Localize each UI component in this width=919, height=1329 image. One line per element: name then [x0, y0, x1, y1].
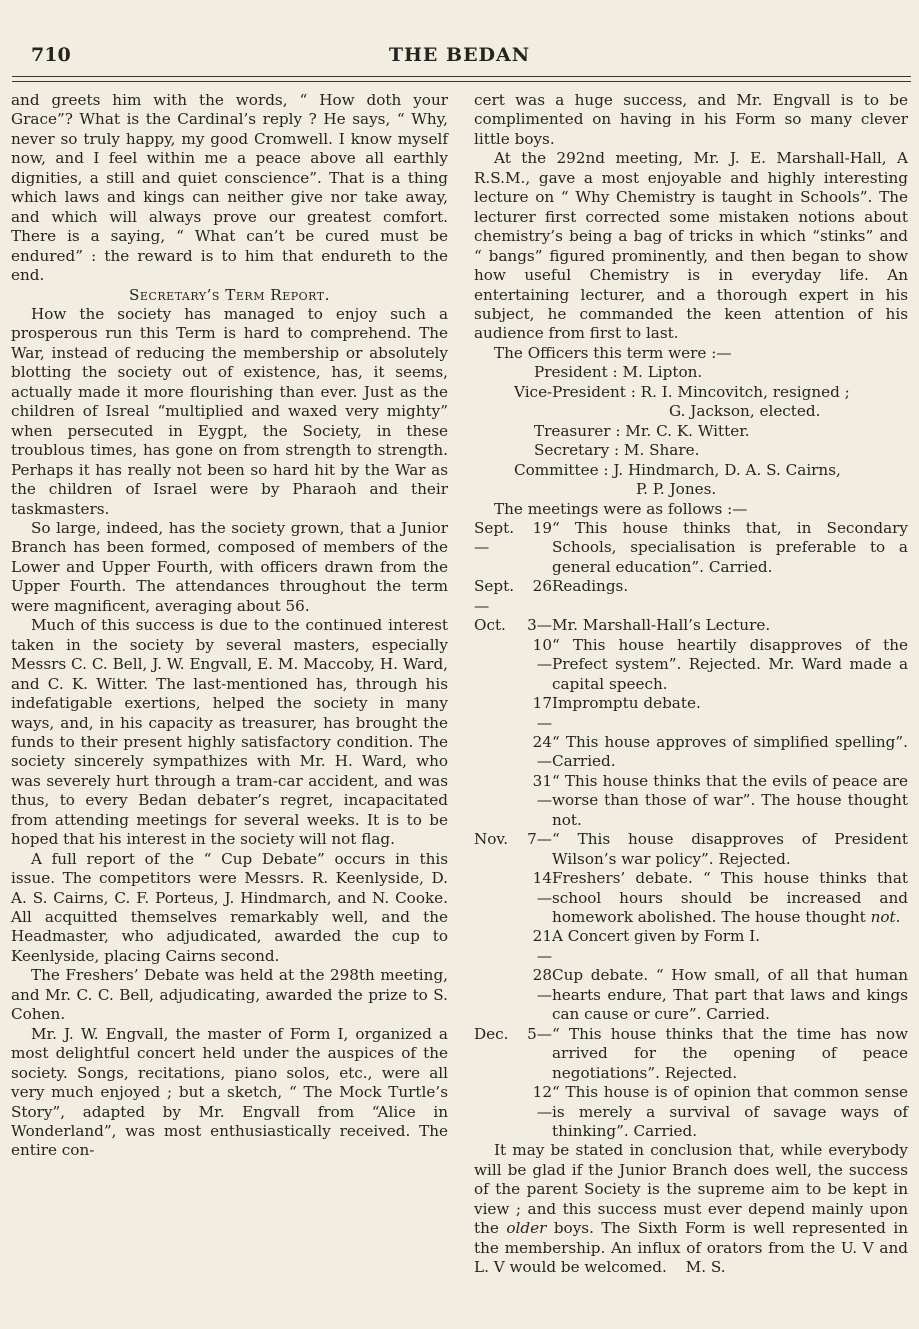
- paragraph: The Freshers’ Debate was held at the 298th meeting, and Mr. C. C. Bell, adjudicating, awarded the prize to S. Cohen.: [11, 966, 448, 1024]
- meeting-entry: [474, 869, 908, 927]
- meeting-date: Sept. 19—: [474, 518, 552, 557]
- meeting-entry: [474, 1025, 908, 1083]
- meeting-text: Impromptu debate.: [552, 694, 701, 713]
- meeting-entry: [474, 966, 908, 1024]
- meeting-day: 28—: [532, 966, 552, 1004]
- meeting-entry: [474, 616, 908, 635]
- meeting-text: A Concert given by Form I.: [552, 927, 761, 946]
- meeting-text-emphasis: not.: [870, 908, 901, 927]
- meeting-day: 14—: [532, 869, 552, 907]
- meeting-entry: [474, 927, 908, 966]
- page-header: [0, 40, 919, 74]
- meeting-text: [552, 869, 908, 927]
- meeting-text: “ This house heartily disapproves of the Prefect system”. Rejected. Mr. Ward made a capital speech.: [552, 635, 908, 693]
- meeting-text: “ This house is of opinion that common sense is merely a survival of savage ways of thinking”. Carried.: [552, 1083, 908, 1141]
- officer-vice-president: [474, 383, 908, 422]
- meeting-entry: [474, 694, 908, 733]
- meeting-month: Nov.: [474, 830, 509, 849]
- signature: M. S.: [685, 1258, 726, 1277]
- meeting-entry: [474, 636, 908, 694]
- meeting-text-main: Freshers’ debate. “ This house thinks that school hours should be increased and homework abolished. The house thought: [552, 869, 908, 927]
- officer-treasurer: Treasurer : Mr. C. K. Witter.: [534, 421, 750, 440]
- meeting-text: Cup debate. “ How small, of all that human hearts endure, That part that laws and kings can cause or cure”. Carried.: [552, 966, 908, 1024]
- closing-emphasis: older: [506, 1219, 547, 1238]
- meeting-text: “ This house thinks that the evils of peace are worse than those of war”. The house thought not.: [552, 771, 908, 829]
- meeting-text: “ This house thinks that the time has now arrived for the opening of peace negotiations”. Rejected.: [552, 1024, 908, 1082]
- paragraph: and greets him with the words, “ How doth your Grace”? What is the Cardinal’s reply ? He says, “ Why, never so truly happy, my good Cromwell. I know myself now, and I feel within me a peace above all earthly dignities, a still and quiet conscience”. That is a thing which laws and kings can neither give nor take away, and which will always prove our greatest comfort. There is a saying, “ What can’t be cured must be endured” : the reward is to him that endureth to the end.: [11, 91, 448, 285]
- right-column: [474, 91, 908, 1278]
- section-heading: Secretary’s Term Report.: [129, 285, 330, 304]
- meeting-day: 3—: [527, 616, 552, 635]
- meeting-day: 24—: [532, 732, 552, 771]
- meeting-text: Mr. Marshall-Hall’s Lecture.: [552, 616, 771, 635]
- meeting-date: Sept. 26—: [474, 577, 552, 615]
- meeting-day: 5—: [527, 1024, 552, 1043]
- officer-committee: [474, 461, 908, 500]
- meeting-text: “ This house disapproves of President Wilson’s war policy”. Rejected.: [552, 830, 908, 868]
- meeting-entry: [474, 830, 908, 869]
- meeting-entry: [474, 733, 908, 772]
- meetings-intro: The meetings were as follows :—: [494, 499, 748, 518]
- meeting-month: Oct.: [474, 616, 506, 635]
- officer-vice-line2: G. Jackson, elected.: [669, 402, 821, 421]
- paragraph: So large, indeed, has the society grown, that a Junior Branch has been formed, composed of members of the Lower and Upper Fourth, with officers drawn from the Upper Fourth. The attendances throughout the term were magnificent, averaging about 56.: [11, 518, 448, 615]
- meeting-text: Readings.: [552, 577, 629, 596]
- meeting-entry: [474, 1083, 908, 1141]
- officer-committee-line2: P. P. Jones.: [636, 480, 717, 499]
- paragraph: cert was a huge success, and Mr. Engvall is to be complimented on having in his Form so many clever little boys.: [474, 91, 908, 148]
- paragraph: A full report of the “ Cup Debate” occurs in this issue. The competitors were Messrs. R. Keenlyside, D. A. S. Cairns, C. F. Porteus, J. Hindmarch, and N. Cooke. All acquitted themselves remarkably well, and the Headmaster, who adjudicated, awarded the cup to Keenlyside, placing Cairns second.: [11, 849, 448, 965]
- meeting-entry: [474, 519, 908, 577]
- meeting-entry: [474, 772, 908, 830]
- left-column: [11, 91, 448, 1161]
- header-rule: [12, 76, 911, 82]
- officer-vice-line1: Vice-President : R. I. Mincovitch, resigned ;: [514, 382, 850, 401]
- officer-committee-line1: Committee : J. Hindmarch, D. A. S. Cairns,: [514, 460, 841, 479]
- meeting-entry: [474, 577, 908, 616]
- meeting-day: 17—: [532, 694, 552, 732]
- meeting-day: 12—: [532, 1083, 552, 1121]
- officers-intro: The Officers this term were :—: [494, 343, 732, 362]
- meeting-day: 21—: [532, 927, 552, 965]
- meeting-text: “ This house approves of simplified spelling”. Carried.: [552, 732, 908, 771]
- meeting-day: 10—: [532, 635, 552, 674]
- officer-secretary: Secretary : M. Share.: [534, 441, 700, 460]
- meeting-month: Dec.: [474, 1024, 509, 1043]
- journal-title: THE BEDAN: [388, 44, 531, 66]
- closing-text-a: It may be stated in conclusion that, while everybody will be glad if the Junior Branch does well, the success of the parent Society is the supreme aim to be kept in view ; and this success must ever depend mainly upon the: [474, 1141, 908, 1238]
- paragraph: Mr. J. W. Engvall, the master of Form I, organized a most delightful concert held under the auspices of the society. Songs, recitations, piano solos, etc., were all very much enjoyed ; but a sketch, “ The Mock Turtle’s Story”, adapted by Mr. Engvall from “Alice in Wonderland”, was most enthusiastically received. The entire con-: [11, 1024, 448, 1160]
- meeting-text: “ This house thinks that, in Secondary Schools, specialisation is preferable to a general education”. Carried.: [552, 518, 908, 576]
- closing-paragraph: [474, 1141, 908, 1277]
- officer-president: President : M. Lipton.: [534, 363, 703, 382]
- paragraph: At the 292nd meeting, Mr. J. E. Marshall-Hall, A R.S.M., gave a most enjoyable and highly interesting lecture on “ Why Chemistry is taught in Schools”. The lecturer first corrected some mistaken notions about chemistry’s being a bag of tricks in which “stinks” and “ bangs” figured prominently, and then began to show how useful Chemistry is in everyday life. An entertaining lecturer, and a thorough expert in his subject, he commanded the keen attention of his audience from first to last.: [474, 149, 908, 343]
- page-number: 710: [31, 44, 71, 66]
- meeting-day: 31—: [532, 771, 552, 810]
- closing-text-b: boys. The Sixth Form is well represented in the membership. An influx of orators from the U. V and L. V would be welcomed.: [474, 1219, 908, 1277]
- paragraph: Much of this success is due to the continued interest taken in the society by several masters, especially Messrs C. C. Bell, J. W. Engvall, E. M. Maccoby, H. Ward, and C. K. Witter. The last-mentioned has, through his indefatigable exertions, helped the society in many ways, and, in his capacity as treasurer, has brought the funds to their present highly satisfactory condition. The society sincerely sympathizes with Mr. H. Ward, who was severely hurt through a tram-car accident, and was thus, to every Bedan debater’s regret, incapacitated from attending meetings for several weeks. It is to be hoped that his interest in the society will not flag.: [11, 616, 448, 849]
- meeting-day: 7—: [527, 830, 552, 849]
- paragraph: How the society has managed to enjoy such a prosperous run this Term is hard to comprehend. The War, instead of reducing the membership or absolutely blotting the society out of existence, has, it seems, actually made it more flourishing than ever. Just as the children of Isreal “multiplied and waxed very mighty” when persecuted in Eygpt, the Society, in these troublous times, has gone on from strength to strength. Perhaps it has really not been so hard hit by the War as the children of Israel were by Pharaoh and their taskmasters.: [11, 304, 448, 518]
